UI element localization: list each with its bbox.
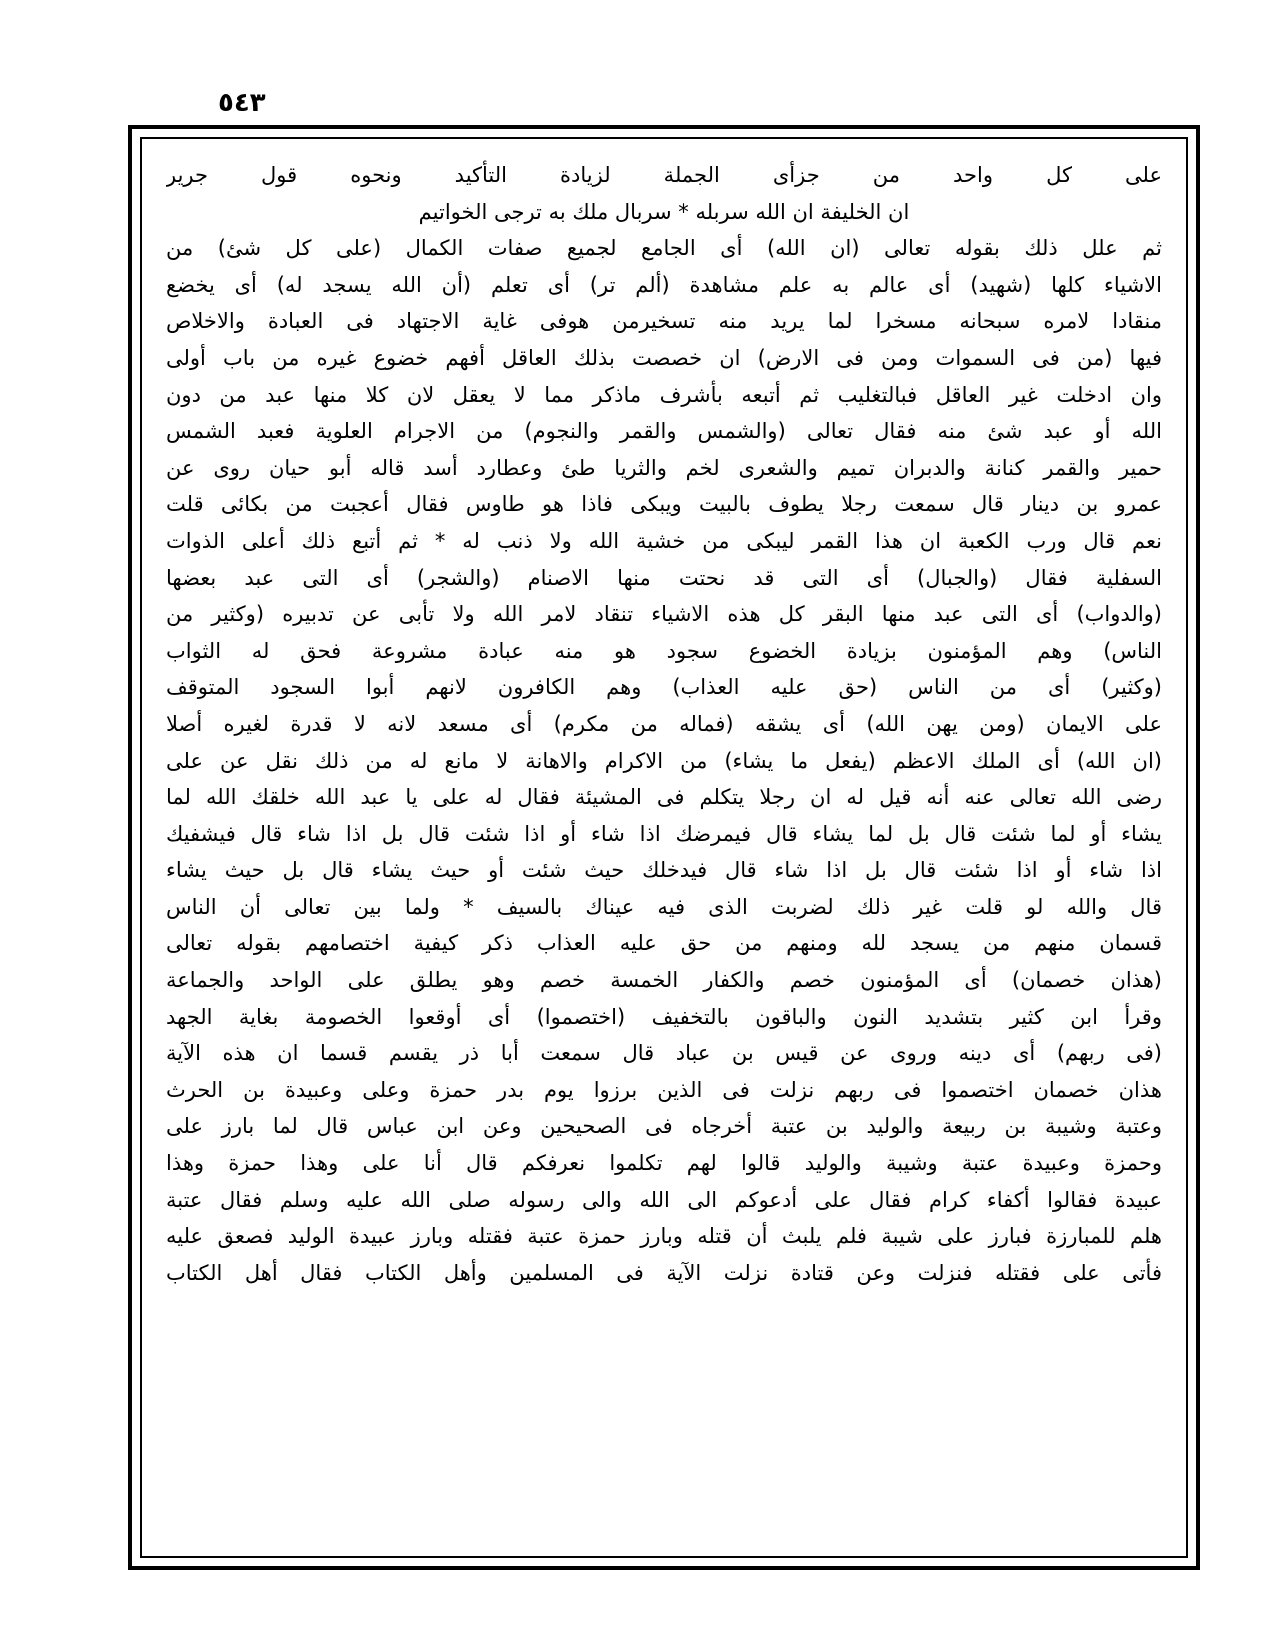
text-line: فيها (من فى السموات ومن فى الارض) ان خصصت بذلك العاقل أفهم خضوع غيره من باب أولى	[166, 345, 1162, 370]
text-line: (فى ربهم) أى دينه وروى عن قيس بن عباد قال سمعت أبا ذر يقسم قسما ان هذه الآية	[166, 1041, 1162, 1066]
page-frame	[128, 125, 1200, 1570]
text-line: وان ادخلت غير العاقل فبالتغليب ثم أتبعه بأشرف ماذكر مما لا يعقل لان كلا منها عبد من دون	[166, 382, 1162, 407]
text-line: (ان الله) أى الملك الاعظم (يفعل ما يشاء) من الاكرام والاهانة لا مانع له من ذلك نقل عن على	[166, 748, 1162, 773]
text-line: حمير والقمر كنانة والدبران تميم والشعرى لخم والثريا طئ وعطارد أسد قاله أبو حيان روى عن	[166, 455, 1162, 480]
text-line: على الايمان (ومن يهن الله) أى يشقه (فماله من مكرم) أى مسعد لانه لا قدرة لغيره أصلا	[166, 711, 1162, 736]
text-line: الناس) وهم المؤمنون بزيادة الخضوع سجود هو منه عبادة مشروعة فحق له الثواب	[166, 638, 1162, 663]
text-line: الاشياء كلها (شهيد) أى عالم به علم مشاهدة (ألم تر) أى تعلم (أن الله يسجد له) أى يخضع	[166, 272, 1162, 297]
text-line: عمرو بن دينار قال سمعت رجلا يطوف بالبيت ويبكى فاذا هو طاوس فقال أعجبت من بكائى قلت	[166, 492, 1162, 517]
text-line: هذان خصمان اختصموا فى ربهم نزلت فى الذين برزوا يوم بدر حمزة وعلى وعبيدة بن الحرث	[166, 1077, 1162, 1102]
text-line: (وكثير) أى من الناس (حق عليه العذاب) وهم الكافرون لانهم أبوا السجود المتوقف	[166, 675, 1162, 700]
text-line: نعم قال ورب الكعبة ان هذا القمر ليبكى من خشية الله ولا ذنب له * ثم أتبع ذلك أعلى الذوات	[166, 528, 1162, 553]
text-line: رضى الله تعالى عنه أنه قيل له ان رجلا يتكلم فى المشيئة فقال له على يا عبد الله خلقك الله لما	[166, 785, 1162, 810]
text-line: يشاء أو لما شئت قال بل لما يشاء قال فيمرضك اذا شاء أو اذا شئت قال بل اذا شاء قال فيشفيك	[166, 821, 1162, 846]
text-line: على كل واحد من جزأى الجملة لزيادة التأكيد ونحوه قول جرير	[166, 163, 1162, 187]
text-line: (والدواب) أى التى عبد منها البقر كل هذه الاشياء تنقاد لامر الله ولا تأبى عن تدبيره (وكثير من	[166, 602, 1162, 627]
text-line: قال والله لو قلت غير ذلك لضربت الذى فيه عيناك بالسيف * ولما بين تعالى أن الناس	[166, 894, 1162, 919]
page-number: ٥٤٣	[218, 88, 266, 118]
text-line: وحمزة وعبيدة عتبة وشيبة والوليد قالوا لهم تكلموا نعرفكم قال أنا على وهذا حمزة وهذا	[166, 1151, 1162, 1176]
text-line: هلم للمبارزة فبارز على شيبة فلم يلبث أن قتله وبارز حمزة عتبة فقتله وبارز عبيدة الوليد فصعق عليه	[166, 1224, 1162, 1249]
text-line: الله أو عبد شئ منه فقال تعالى (والشمس والقمر والنجوم) من الاجرام العلوية فعبد الشمس	[166, 419, 1162, 444]
text-line: عبيدة فقالوا أكفاء كرام فقال على أدعوكم الى الله والى رسوله صلى الله عليه وسلم فقال عتبة	[166, 1187, 1162, 1212]
text-line: وقرأ ابن كثير بتشديد النون والباقون بالتخفيف (اختصموا) أى أوقعوا الخصومة بغاية الجهد	[166, 1004, 1162, 1029]
text-line: منقادا لامره سبحانه مسخرا لما يريد منه تسخيرمن هوفى غاية الاجتهاد فى العبادة والاخلاص	[166, 309, 1162, 334]
text-line: وعتبة وشيبة بن ربيعة والوليد بن عتبة أخرجاه فى الصحيحين وعن ابن عباس قال لما بارز على	[166, 1114, 1162, 1139]
text-line: (هذان خصمان) أى المؤمنون خصم والكفار الخمسة خصم وهو يطلق على الواحد والجماعة	[166, 968, 1162, 993]
text-line: فأتى على فقتله فنزلت وعن قتادة نزلت الآية فى المسلمين وأهل الكتاب فقال أهل الكتاب	[166, 1260, 1162, 1285]
text-line: ثم علل ذلك بقوله تعالى (ان الله) أى الجامع لجميع صفات الكمال (على كل شئ) من	[166, 236, 1162, 261]
text-line: السفلية فقال (والجبال) أى التى قد نحتت منها الاصنام (والشجر) أى التى عبد بعضها	[166, 565, 1162, 590]
text-line: قسمان منهم من يسجد لله ومنهم من حق عليه العذاب ذكر كيفية اختصامهم بقوله تعالى	[166, 931, 1162, 956]
inner-frame	[140, 137, 1188, 1558]
text-line: اذا شاء أو اذا شئت قال بل اذا شاء قال فيدخلك حيث شئت أو حيث يشاء قال بل حيث يشاء	[166, 858, 1162, 883]
verse-line: ان الخليفة ان الله سربله * سربال ملك به ترجى الخواتيم	[418, 199, 910, 224]
text-body	[166, 157, 1162, 1538]
